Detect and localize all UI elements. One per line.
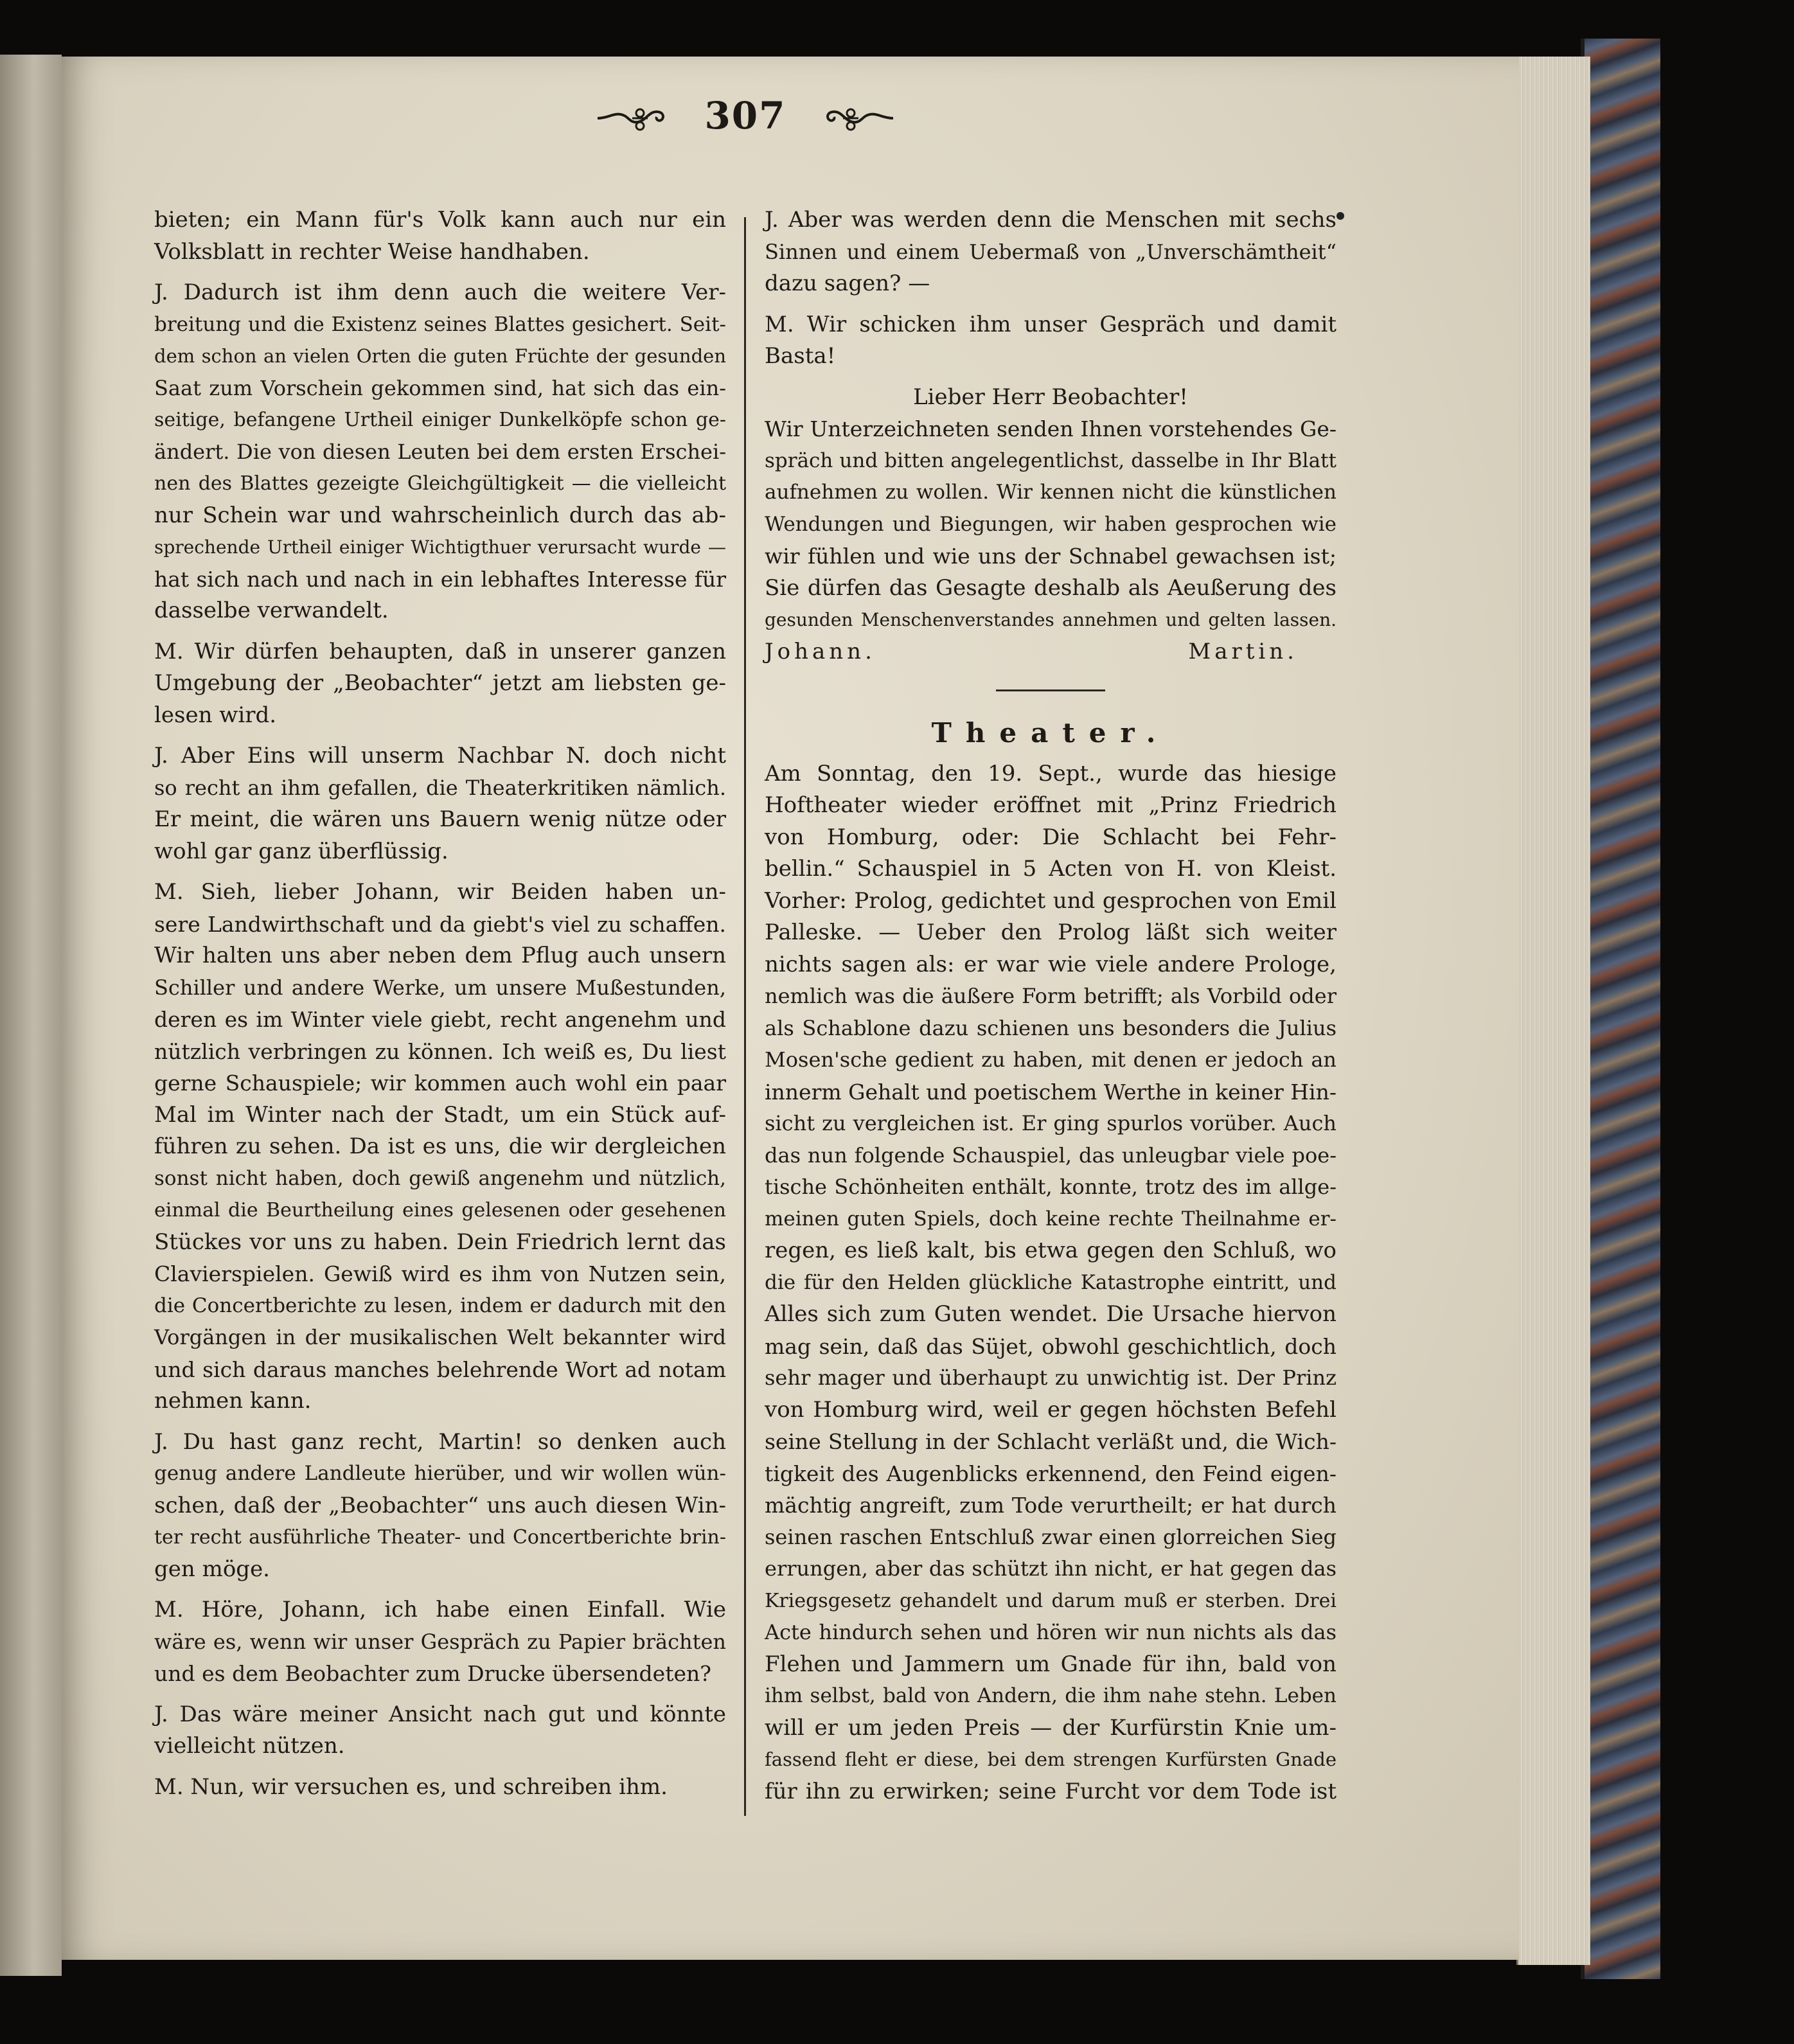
text-line: Vorgängen in der musikalischen Welt bekannter wird xyxy=(154,1325,726,1349)
text-line: Hoftheater wieder eröffnet mit „Prinz Friedrich xyxy=(765,792,1337,818)
text-line: J. Aber Eins will unserm Nachbar N. doch nicht xyxy=(154,743,726,769)
text-line: genug andere Landleute hierüber, und wir wollen wün- xyxy=(154,1462,726,1485)
text-line: Sinnen und einem Uebermaß von „Unverschämtheit“ xyxy=(765,239,1337,264)
text-line: so recht an ihm gefallen, die Theaterkritiken nämlich. xyxy=(154,775,726,800)
text-line: lesen wird. xyxy=(154,702,277,728)
marbled-binding xyxy=(1581,39,1660,1979)
text-line: und sich daraus manches belehrende Wort ad notam xyxy=(154,1356,726,1382)
text-line: Basta! xyxy=(765,343,836,369)
text-line: gerne Schauspiele; wir kommen auch wohl ein paar xyxy=(154,1071,726,1096)
text-line: nützlich verbringen zu können. Ich weiß es, Du liest xyxy=(154,1038,726,1064)
text-line: Alles sich zum Guten wendet. Die Ursache hiervon xyxy=(765,1301,1337,1327)
text-line: sonst nicht haben, doch gewiß angenehm und nützlich, xyxy=(154,1166,726,1190)
text-line: errungen, aber das schützt ihn nicht, er hat gegen das xyxy=(765,1556,1337,1581)
text-line: vielleicht nützen. xyxy=(154,1733,345,1759)
text-line: wäre es, wenn wir unser Gespräch zu Papier brächten xyxy=(154,1629,726,1654)
letter-signature: Johann. Martin. xyxy=(765,638,1298,664)
right-column xyxy=(765,204,1337,1808)
text-line: sere Landwirthschaft und da giebt's viel zu schaffen. xyxy=(154,911,726,937)
text-line: bieten; ein Mann für's Volk kann auch nur ein xyxy=(154,207,726,233)
text-line: ändert. Die von diesen Leuten bei dem ersten Erschei- xyxy=(154,439,726,464)
page-header xyxy=(578,84,912,148)
text-line: Er meint, die wären uns Bauern wenig nütze oder xyxy=(154,806,726,832)
text-line: deren es im Winter viele giebt, recht angenehm und xyxy=(154,1007,726,1032)
text-line: seitige, befangene Urtheil einiger Dunkelköpfe schon ge- xyxy=(154,409,726,431)
text-line: J. Das wäre meiner Ansicht nach gut und könnte xyxy=(154,1701,726,1727)
text-line: seine Stellung in der Schlacht verläßt und, die Wich- xyxy=(765,1429,1337,1454)
text-line: für ihn zu erwirken; seine Furcht vor dem Tode ist xyxy=(765,1778,1337,1804)
text-line: dazu sagen? — xyxy=(765,271,930,296)
column-divider xyxy=(744,217,746,1816)
text-line: nen des Blattes gezeigte Gleichgültigkeit — die vielleicht xyxy=(154,472,726,495)
text-line: M. Wir dürfen behaupten, daß in unserer ganzen xyxy=(154,638,726,664)
left-column xyxy=(154,204,726,1803)
text-line: Wir halten uns aber neben dem Pflug auch unsern xyxy=(154,943,726,968)
ink-dot xyxy=(1337,212,1344,220)
text-line: wohl gar ganz überflüssig. xyxy=(154,838,448,864)
text-line: sicht zu vergleichen ist. Er ging spurlos vorüber. Auch xyxy=(765,1111,1337,1135)
section-title: Theater. xyxy=(931,717,1170,749)
text-line: hat sich nach und nach in ein lebhaftes Interesse für xyxy=(154,566,726,592)
text-line: Volksblatt in rechter Weise handhaben. xyxy=(154,238,590,265)
letter-line: Wir Unterzeichneten senden Ihnen vorstehendes Ge- xyxy=(765,416,1337,441)
page-block-edges xyxy=(1516,57,1590,1965)
text-line: Mal im Winter nach der Stadt, um ein Stück auf- xyxy=(154,1101,726,1128)
text-line: nehmen kann. xyxy=(154,1388,312,1414)
text-line: regen, es ließ kalt, bis etwa gegen den Schluß, wo xyxy=(765,1238,1337,1263)
text-line: einmal die Beurtheilung eines gelesenen oder gesehenen xyxy=(154,1199,726,1222)
text-line: Saat zum Vorschein gekommen sind, hat sich das ein- xyxy=(154,375,726,400)
letter-line: Wendungen und Biegungen, wir haben gesprochen wie xyxy=(765,512,1337,536)
text-line: bellin.“ Schauspiel in 5 Acten von H. von Kleist. xyxy=(765,856,1337,882)
letter-line: spräch und bitten angelegentlichst, dasselbe in Ihr Blatt xyxy=(765,449,1337,472)
text-line: die Concertberichte zu lesen, indem er dadurch mit den xyxy=(154,1293,726,1317)
text-line: seinen raschen Entschluß zwar einen glorreichen Sieg xyxy=(765,1524,1337,1549)
text-line: mag sein, daß das Süjet, obwohl geschichtlich, doch xyxy=(765,1333,1337,1359)
text-line: die für den Helden glückliche Katastrophe eintritt, und xyxy=(765,1270,1337,1294)
text-line: und es dem Beobachter zum Drucke übersendeten? xyxy=(154,1661,711,1686)
text-line: dasselbe verwandelt. xyxy=(154,598,389,623)
text-line: M. Nun, wir versuchen es, und schreiben ihm. xyxy=(154,1773,668,1800)
text-line: mächtig angreift, zum Tode verurtheilt; er hat durch xyxy=(765,1493,1337,1518)
text-line: von Homburg, oder: Die Schlacht bei Fehr- xyxy=(765,824,1337,850)
text-line: ihm selbst, bald von Andern, die ihm nahe stehn. Leben xyxy=(765,1684,1337,1707)
text-line: von Homburg wird, weil er gegen höchsten Befehl xyxy=(765,1396,1337,1423)
letter-line: Sie dürfen das Gesagte deshalb als Aeußerung des xyxy=(765,574,1337,601)
text-line: das nun folgende Schauspiel, das unleugbar viele poe- xyxy=(765,1142,1337,1168)
text-line: J. Du hast ganz recht, Martin! so denken auch xyxy=(154,1428,726,1455)
text-line: Mosen'sche gedient zu haben, mit denen er jedoch an xyxy=(765,1047,1337,1072)
text-line: Am Sonntag, den 19. Sept., wurde das hiesige xyxy=(765,760,1337,786)
text-line: Stückes vor uns zu haben. Dein Friedrich lernt das xyxy=(154,1229,726,1255)
text-line: meinen guten Spiels, doch keine rechte Theilnahme er- xyxy=(765,1207,1337,1231)
text-line: dem schon an vielen Orten die guten Früchte der gesunden xyxy=(154,345,726,367)
letter-salutation: Lieber Herr Beobachter! xyxy=(913,384,1188,410)
text-line: M. Wir schicken ihm unser Gespräch und damit xyxy=(765,311,1337,337)
text-line: gen möge. xyxy=(154,1556,270,1582)
text-line: J. Dadurch ist ihm denn auch die weitere Ver- xyxy=(154,280,726,305)
text-line: tigkeit des Augenblicks erkennend, den Feind eigen- xyxy=(765,1461,1337,1486)
text-line: innerm Gehalt und poetischem Werthe in keiner Hin- xyxy=(765,1079,1337,1105)
text-line: Flehen und Jammern um Gnade für ihn, bald von xyxy=(765,1651,1337,1677)
text-line: sehr mager und überhaupt zu unwichtig ist. Der Prinz xyxy=(765,1365,1337,1390)
text-line: Palleske. — Ueber den Prolog läßt sich weiter xyxy=(765,920,1337,945)
text-line: nichts sagen als: er war wie viele andere Prologe, xyxy=(765,951,1337,977)
text-line: führen zu sehen. Da ist es uns, die wir dergleichen xyxy=(154,1133,726,1159)
text-line: Acte hindurch sehen und hören wir nun nichts als das xyxy=(765,1620,1337,1644)
left-ornament-icon xyxy=(595,96,666,135)
text-line: fassend fleht er diese, bei dem strengen Kurfürsten Gnade xyxy=(765,1748,1337,1770)
facing-page-edge xyxy=(0,55,62,1976)
text-line: Schiller und andere Werke, um unsere Mußestunden, xyxy=(154,975,726,1000)
text-line: Clavierspielen. Gewiß wird es ihm von Nutzen sein, xyxy=(154,1261,726,1286)
text-line: schen, daß der „Beobachter“ uns auch diesen Win- xyxy=(154,1492,726,1518)
text-line: breitung und die Existenz seines Blattes gesichert. Seit- xyxy=(154,312,726,336)
page-number: 307 xyxy=(704,94,786,138)
text-line: J. Aber was werden denn die Menschen mit sechs xyxy=(765,207,1337,233)
text-line: nemlich was die äußere Form betrifft; als Vorbild oder xyxy=(765,984,1337,1008)
text-line: nur Schein war und wahrscheinlich durch das ab- xyxy=(154,502,726,528)
letter-line: wir fühlen und wie uns der Schnabel gewachsen ist; xyxy=(765,544,1337,569)
text-line: Umgebung der „Beobachter“ jetzt am liebsten ge- xyxy=(154,670,726,696)
text-line: M. Sieh, lieber Johann, wir Beiden haben un- xyxy=(154,879,726,905)
text-line: sprechende Urtheil einiger Wichtigthuer verursacht wurde — xyxy=(154,537,726,558)
text-line: M. Höre, Johann, ich habe einen Einfall. Wie xyxy=(154,1597,726,1622)
letter-line: aufnehmen zu wollen. Wir kennen nicht die künstlichen xyxy=(765,481,1337,504)
text-line: ter recht ausführliche Theater- und Concertberichte brin- xyxy=(154,1526,726,1549)
text-line: will er um jeden Preis — der Kurfürstin Knie um- xyxy=(765,1714,1337,1741)
section-rule xyxy=(996,689,1105,691)
right-ornament-icon xyxy=(825,96,896,135)
text-line: als Schablone dazu schienen uns besonders die Julius xyxy=(765,1015,1337,1040)
letter-line: gesunden Menschenverstandes annehmen und gelten lassen. xyxy=(765,609,1337,630)
text-line: tische Schönheiten enthält, konnte, trotz des im allge- xyxy=(765,1175,1337,1199)
text-line: Kriegsgesetz gehandelt und darum muß er sterben. Drei xyxy=(765,1589,1337,1612)
text-line: Vorher: Prolog, gedichtet und gesprochen von Emil xyxy=(765,887,1337,914)
